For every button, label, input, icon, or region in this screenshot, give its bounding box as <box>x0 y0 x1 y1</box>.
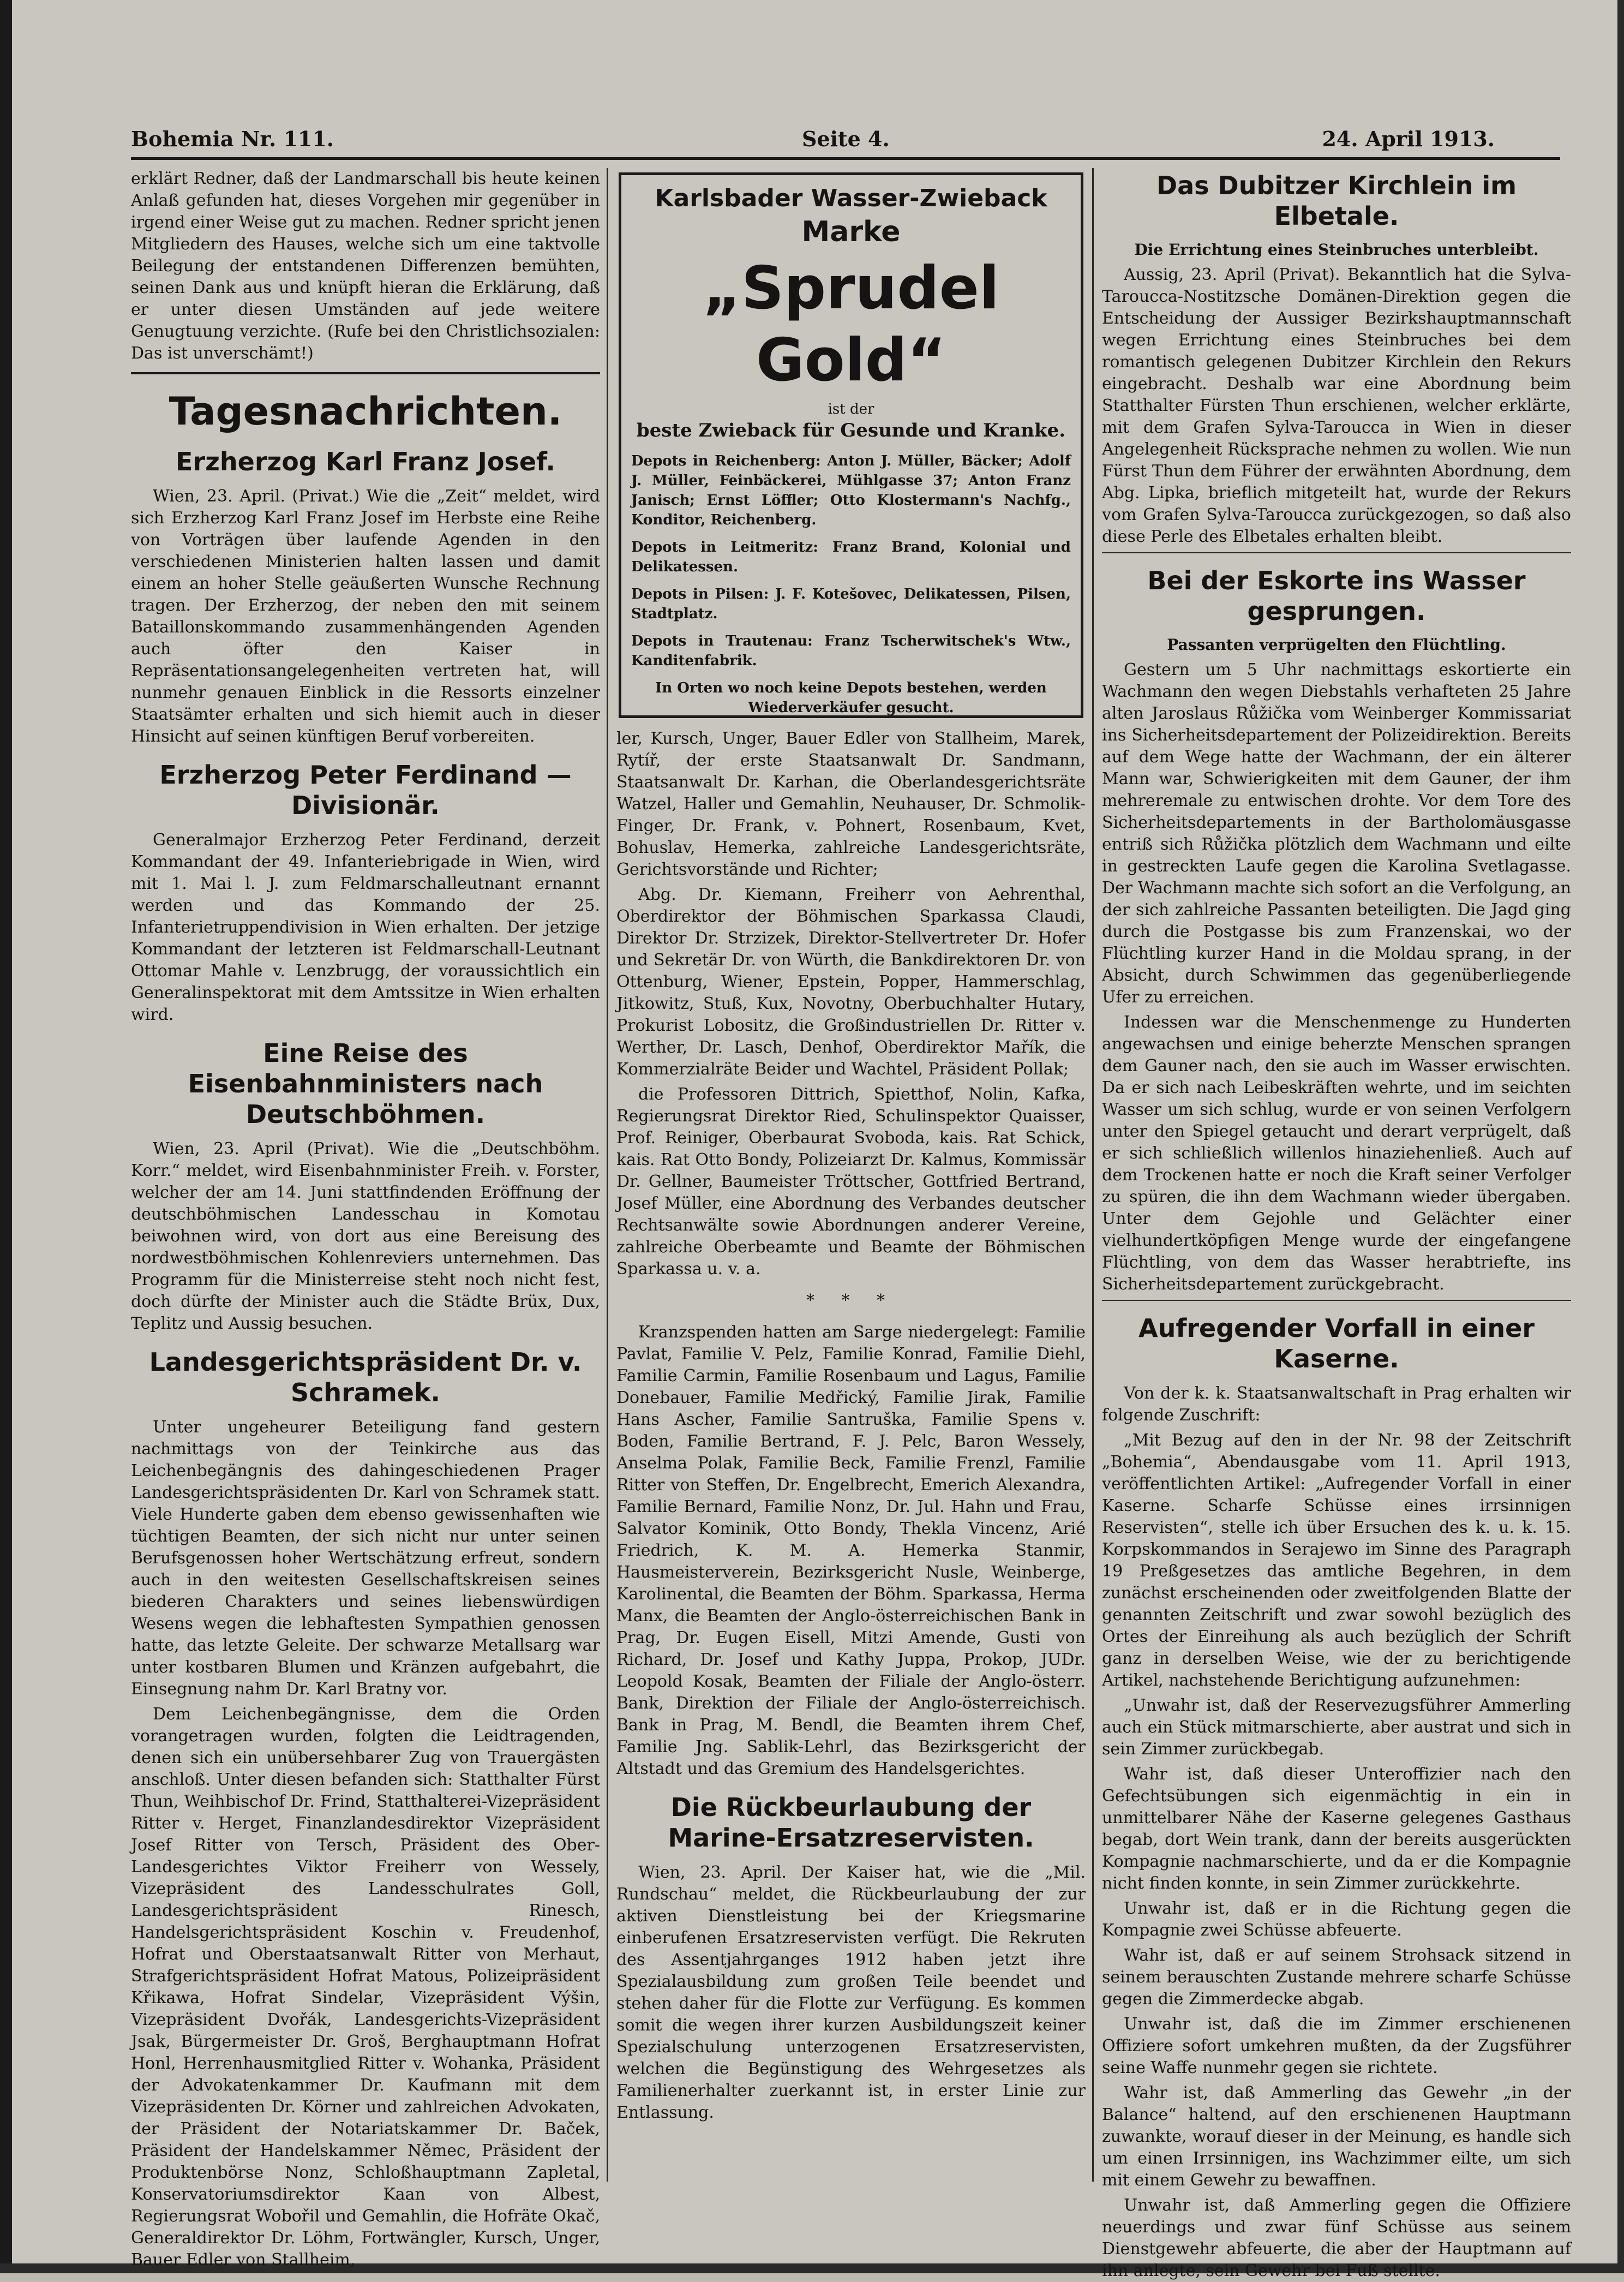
ad-depot: Depots in Trautenau: Franz Tscherwitschek's Wtw., Kanditenfabrik. <box>631 633 1071 669</box>
section-title: Tagesnachrichten. <box>169 389 562 434</box>
ad-brand-name: „Sprudel Gold“ <box>703 254 999 395</box>
article-title: Bei der Eskorte ins Wasser gesprungen. <box>1147 566 1526 626</box>
separator-stars: * * * <box>806 1291 896 1310</box>
header-date: 24. April 1913. <box>1322 127 1495 151</box>
header-page-number: Seite 4. <box>802 127 890 151</box>
article-paragraph: Unwahr ist, daß er in die Richtung gegen die Kompagnie zwei Schüsse abfeuerte. <box>1102 1899 1571 1940</box>
article-title: Erzherzog Peter Ferdinand — Divisionär. <box>159 760 572 820</box>
ad-line-product: Karlsbader Wasser-Zwieback <box>655 184 1047 212</box>
article-paragraph: die Professoren Dittrich, Spietthof, Nolin, Kafka, Regierungsrat Direktor Ried, Schulinspektor Quaisser, Prof. Reiniger, Oberbaurat Svoboda, kais. Rat Schick, kais. Rat Otto Bondy, Polizeiarzt Dr. Kalmus, Kommissär Dr. Gellner, Baumeister Tröttscher, Gottfried Bertrand, Josef Müller, eine Abordnung des Verbandes deutscher Rechtsanwälte sowie Abordnungen anderer Vereine, zahlreiche Oberbeamte und Beamte der Böhmischen Sparkassa u. v. a. <box>616 1085 1086 1279</box>
ad-depot: In Orten wo noch keine Depots bestehen, werden Wiederverkäufer gesucht. <box>655 680 1047 716</box>
article-paragraph: „Mit Bezug auf den in der Nr. 98 der Zeitschrift „Bohemia“, Abendausgabe vom 11. April 1913, veröffentlichten Artikel: „Aufregender Vorfall in einer Kaserne. Scharfe Schüsse eines irrsinnigen Reservisten“, stelle ich über Ersuchen des k. u. k. 15. Korpskommandos in Serajewo im Sinne des Paragraph 19 Preßgesetzes das amtliche Begehren, in dem zunächst erscheinenden oder zweitfolgenden Blatte der genannten Zeitschrift und zwar sowohl bezüglich des Ortes der Einreihung als auch bezüglich der Schrift ganz in derselben Weise, wie der zu berichtigende Artikel, nachstehende Berichtigung aufzunehmen: <box>1102 1431 1571 1690</box>
article-paragraph: Unter ungeheurer Beteiligung fand gestern nachmittags von der Teinkirche aus das Leichenbegängnis des dahingeschiedenen Prager Landesgerichtspräsidenten Dr. Karl von Schramek statt. Viele Hunderte gaben dem ebenso gewissenhaften wie tüchtigen Beamten, der sich nicht nur unter seinen Berufsgenossen hoher Wertschätzung erfreut, sondern auch in den weitesten Gesellschaftskreisen seines biederen Charakters und seines liebenswürdigen Wesens wegen die lebhaftesten Sympathien genossen hatte, das letzte Geleite. Der schwarze Metallsarg war unter kostbaren Blumen und Kränzen aufgebahrt, die Einsegnung nahm Dr. Karl Bratny vor. <box>131 1418 600 1699</box>
article-title: Erzherzog Karl Franz Josef. <box>176 447 555 476</box>
ad-depot: Depots in Reichenberg: Anton J. Müller, Bäcker; Adolf J. Müller, Feinbäckerei, Mühlgasse 37; Anton Franz Janisch; Ernst Löffler; Otto Klostermann's Nachfg., Konditor, Reichenberg. <box>631 453 1071 528</box>
scan-edge-left <box>0 0 12 2273</box>
article-paragraph: Kranzspenden hatten am Sarge niedergelegt: Familie Pavlat, Familie V. Pelz, Familie Konrad, Familie Diehl, Familie Carmin, Familie Rosenbaum und Lagus, Familie Donebauer, Familie Medřický, Familie Jirak, Familie Hans Ascher, Familie Santruška, Familie Spens v. Boden, Familie Bertrand, F. J. Pelc, Baron Wessely, Anselma Polak, Familie Beck, Familie Frenzl, Familie Ritter von Steffen, Dr. Engelbrecht, Emerich Alexandra, Familie Bernard, Familie Nonz, Dr. Jul. Hahn und Frau, Salvator Kominik, Otto Bondy, Thekla Vincenz, Arié Friedrich, K. M. A. Hemerka Stanmir, Hausmeisterverein, Bezirksgericht Nusle, Weinberge, Karolinental, die Beamten der Böhm. Sparkassa, Herma Manx, die Beamten der Anglo-österreichischen Bank in Prag, Dr. Eugen Eisell, Mitzi Amende, Gusti von Richard, Dr. Josef und Kathy Juppa, Prokop, JUDr. Leopold Kosak, Beamten der Filiale der Anglo-österr. Bank, Direktion der Filiale der Anglo-österreichisch. Bank in Prag, M. Bendl, die Beamten ihrem Chef, Familie Jng. Sablik-Lehrl, das Bezirksgericht der Altstadt und das Gremium des Handelsgerichtes. <box>616 1323 1086 1778</box>
column-2 <box>616 168 1086 2182</box>
section-rule <box>131 372 600 374</box>
article-paragraph: Wahr ist, daß dieser Unteroffizier nach den Gefechtsübungen sich eigenmächtig in ein in unmittelbarer Nähe der Kaserne gelegenes Gasthaus begab, dort Wein trank, dann der bereits ausgerückten Kompagnie nachmarschierte, und da er die Kompagnie nicht finden konnte, in sein Zimmer zurückkehrte. <box>1102 1765 1571 1893</box>
column-3 <box>1102 168 1571 2280</box>
ad-depot: Depots in Pilsen: J. F. Kotešovec, Delikatessen, Pilsen, Stadtplatz. <box>631 586 1071 622</box>
article-paragraph: Dem Leichenbegängnisse, dem die Orden vorangetragen wurden, folgten die Leidtragenden, denen sich ein unübersehbarer Zug von Trauergästen anschloß. Unter diesen befanden sich: Statthalter Fürst Thun, Weihbischof Dr. Frind, Statthalterei-Vizepräsident Ritter v. Herget, Finanzlandesdirektor Vizepräsident Josef Ritter von Tersch, Präsident des Ober-Landesgerichtes Viktor Freiherr von Wessely, Vizepräsident des Landesschulrates Goll, Landesgerichtspräsident Rinesch, Handelsgerichtspräsident Koschin v. Freudenhof, Hofrat und Oberstaatsanwalt Ritter von Merhaut, Strafgerichtspräsident Hofrat Matous, Polizeipräsident Křikawa, Hofrat Sindelar, Vizepräsident Výšin, Vizepräsident Dvořák, Landesgerichts-Vizepräsident Jsak, Bürgermeister Dr. Groš, Berghauptmann Hofrat Honl, Herrenhausmitglied Ritter v. Wohanka, Präsident der Advokatenkammer Dr. Kaufmann mit dem Vizepräsidenten Dr. Körner und zahlreichen Advokaten, der Präsident der Notariatskammer Dr. Baček, Präsident der Handelskammer Němec, Präsident der Produktenbörse Nonz, Schloßhauptmann Zapletal, Konservatoriumsdirektor Kaan von Albest, Regierungsrat Wobořil und Gemahlin, die Hofräte Okač, Generaldirektor Dr. Löhm, Fortwängler, Kursch, Unger, Bauer Edler von Stallheim, <box>131 1705 600 2269</box>
article-subtitle: Die Errichtung eines Steinbruches unterbleibt. <box>1134 241 1539 259</box>
intro-paragraph: erklärt Redner, daß der Landmarschall bis heute keinen Anlaß gefunden hat, dieses Vorgehen mir gegenüber in irgend einer Weise gut zu machen. Redner spricht jenen Mitgliedern des Hauses, welche sich um eine taktvolle Beilegung der entstandenen Differenzen bemühten, seinen Dank aus und knüpft hieran die Erklärung, daß er unter diesen Umständen auf jede weitere Genugtuung verzichte. (Rufe bei den Christlichsozialen: Das ist unverschämt!) <box>131 169 600 363</box>
article-paragraph: Unwahr ist, daß die im Zimmer erschienenen Offiziere sofort umkehren mußten, da der Zugsführer seine Waffe nunmehr gegen sie richtete. <box>1102 2015 1571 2077</box>
article-title: Das Dubitzer Kirchlein im Elbetale. <box>1156 171 1517 231</box>
article-paragraph: Abg. Dr. Kiemann, Freiherr von Aehrenthal, Oberdirektor der Böhmischen Sparkassa Claudi, Direktor Dr. Strzizek, Direktor-Stellvertreter Dr. Hofer und Sekretär Dr. von Würth, die Bankdirektoren Dr. von Ottenburg, Wiener, Epstein, Popper, Hammerschlag, Jitkowitz, Stuß, Kux, Novotny, Oberbuchhalter Hutary, Prokurist Lobositz, die Großindustriellen Dr. Ritter v. Werther, Dr. Lasch, Denhof, Oberdirektor Mařík, die Kommerzialräte Beider und Wachtel, Präsident Pollak; <box>616 885 1086 1079</box>
ad-line-ist-der: ist der <box>828 401 874 417</box>
article-paragraph: Gestern um 5 Uhr nachmittags eskortierte ein Wachmann den wegen Diebstahls verhafteten 25 Jahre alten Jaroslaus Růžička vom Weinberger Kommissariat ins Sicherheitsdepartement der Polizeidirektion. Bereits auf dem Wege hatte der Wachmann, der ein älterer Mann war, Schwierigkeiten mit dem Gauner, der ihm mehreremale zu entwischen drohte. Vor dem Tore des Sicherheitsdepartements in der Bartholomäusgasse entriß sich Růžička plötzlich dem Wachmann und eilte in gestreckten Laufe gegen die Karolina Svetlagasse. Der Wachmann machte sich sofort an die Verfolgung, an der sich zahlreiche Passanten beteiligten. Die Jagd ging durch die Postgasse bis zum Franzenskai, wo der Flüchtling kurzer Hand in die Moldau sprang, in der Absicht, durch Schwimmen das gegenüberliegende Ufer zu erreichen. <box>1102 660 1571 1007</box>
article-paragraph: Unwahr ist, daß Ammerling gegen die Offiziere neuerdings und zwar fünf Schüsse aus seinem Dienstgewehr abfeuerte, die aber der Hauptmann auf ihn anlegte, sein Gewehr bei Fuß stellte. <box>1102 2196 1571 2280</box>
article-title: Eine Reise des Eisenbahnministers nach Deutschböhmen. <box>188 1038 543 1129</box>
article-paragraph: Wien, 23. April. (Privat.) Wie die „Zeit“ meldet, wird sich Erzherzog Karl Franz Josef im Herbste eine Reihe von Vorträgen über laufende Agenden in den verschiedenen Ministerien halten lassen und damit einem an hoher Stelle geäußerten Wunsche Rechnung tragen. Der Erzherzog, der neben den mit seinem Bataillonskommando zusammenhängenden Agenden auch öfter den Kaiser in Repräsentationsangelegenheiten vertreten hat, will nunmehr genauen Einblick in die Ressorts einzelner Staatsämter erhalten und sich hiemit auch in dieser Hinsicht auf seinen künftigen Beruf vorbereiten. <box>131 487 600 746</box>
article-paragraph: Indessen war die Menschenmenge zu Hunderten angewachsen und einige beherzte Menschen sprangen dem Gauner nach, den sie auch im Wasser erwischten. Da er sich nach Leibeskräften wehrte, und im seichten Wasser um sich schlug, wurde er von seinen Verfolgern unter den Spiegel getaucht und derart verprügelt, daß er sich schließlich willenlos hinaziehenließ. Auch auf dem Trockenen hatte er noch die Kraft seiner Verfolger zu spüren, die ihn dem Wachmann wieder übergaben. Unter dem Gejohle und Gelächter einer vielhundertköpfigen Menge wurde der eingefangene Flüchtling, von dem das Wasser herabtriefte, ins Sicherheitsdepartement zurückgebracht. <box>1102 1013 1571 1294</box>
column-divider-2 <box>1092 168 1094 2182</box>
article-title: Aufregender Vorfall in einer Kaserne. <box>1138 1313 1535 1373</box>
article-paragraph: Wahr ist, daß er auf seinem Strohsack sitzend in seinem berauschten Zustande mehrere scharfe Schüsse gegen die Zimmerdecke abgab. <box>1102 1946 1571 2009</box>
article-subtitle: Passanten verprügelten den Flüchtling. <box>1167 636 1506 654</box>
ad-line-marke: Marke <box>801 216 901 248</box>
article-paragraph: Wien, 23. April. Der Kaiser hat, wie die „Mil. Rundschau“ meldet, die Rückbeurlaubung der zur aktiven Dienstleistung bei der Kriegsmarine einberufenen Ersatzreservisten verfügt. Die Rekruten des Assentjahrganges 1912 haben jetzt ihre Spezialausbildung zum großen Teile beendet und stehen daher für die Flotte zur Verfügung. Es kommen somit die wegen ihrer kurzen Ausbildungszeit keiner Spezialschulung unterzogenen Ersatzreservisten, welchen die Begünstigung des Wehrgesetzes als Familienerhalter zuerkannt ist, in erster Linie zur Entlassung. <box>616 1863 1086 2122</box>
header-rule <box>131 157 1560 160</box>
article-paragraph: Generalmajor Erzherzog Peter Ferdinand, derzeit Kommandant der 49. Infanteriebrigade in Wien, wird mit 1. Mai l. J. zum Feldmarschalleutnant ernannt werden und das Kommando der 25. Infanterietruppendivision in Wien erhalten. Der jetzige Kommandant der letzteren ist Feldmarschall-Leutnant Ottomar Mahle v. Lenzbrugg, der voraussichtlich ein Generalinspektorat mit dem Amtssitze in Wien erhalten wird. <box>131 831 600 1024</box>
article-paragraph: „Unwahr ist, daß der Reservezugsführer Ammerling auch ein Stück mitmarschierte, aber austrat und sich in sein Zimmer zurückbegab. <box>1102 1696 1571 1759</box>
article-title: Landesgerichtspräsident Dr. v. Schramek. <box>149 1347 582 1407</box>
ad-tagline: beste Zwieback für Gesunde und Kranke. <box>636 420 1066 441</box>
article-rule <box>1102 1300 1571 1301</box>
advertisement-box <box>619 172 1083 718</box>
page-header <box>131 121 1495 154</box>
article-paragraph: ler, Kursch, Unger, Bauer Edler von Stallheim, Marek, Rytíř, der erste Staatsanwalt Dr. Sandmann, Staatsanwalt Dr. Karhan, die Oberlandesgerichtsräte Watzel, Haller und Gemahlin, Neuhauser, Dr. Schmolik-Finger, Dr. Frank, v. Pohnert, Rosenbaum, Kvet, Bohuslav, Hemerka, zahlreiche Landesgerichtsräte, Gerichtsvorstände und Richter; <box>616 729 1086 879</box>
article-paragraph: Aussig, 23. April (Privat). Bekanntlich hat die Sylva-Taroucca-Nostitzsche Domänen-Direktion gegen die Entscheidung der Aussiger Bezirkshauptmannschaft wegen Errichtung eines Steinbruches bei dem romantisch gelegenen Dubitzer Kirchlein den Rekurs eingebracht. Deshalb war eine Abordnung beim Statthalter Fürsten Thun erschienen, welcher erklärte, mit dem Grafen Sylva-Taroucca in Wien in dieser Angelegenheit Rücksprache nehmen zu wollen. Wie nun Fürst Thun dem Führer der erwähnten Abordnung, dem Abg. Lipka, brieflich mitgeteilt hat, wurde der Rekurs vom Grafen Sylva-Taroucca zurückgezogen, so daß also diese Perle des Elbetales erhalten bleibt. <box>1102 265 1571 546</box>
article-rule <box>1102 552 1571 553</box>
article-paragraph: Wien, 23. April (Privat). Wie die „Deutschböhm. Korr.“ meldet, wird Eisenbahnminister Freih. v. Forster, welcher der am 14. Juni stattfindenden Eröffnung der deutschböhmischen Landesschau in Komotau beiwohnen wird, von dort aus eine Bereisung des nordwestböhmischen Kohlenreviers unternehmen. Das Programm für die Ministerreise steht noch nicht fest, doch dürfte der Minister auch die Städte Brüx, Dux, Teplitz und Aussig besuchen. <box>131 1139 600 1333</box>
ad-depot: Depots in Leitmeritz: Franz Brand, Kolonial und Delikatessen. <box>631 539 1071 575</box>
header-issue: Bohemia Nr. 111. <box>131 127 334 151</box>
newspaper-page <box>12 0 1617 2280</box>
article-paragraph: Von der k. k. Staatsanwaltschaft in Prag erhalten wir folgende Zuschrift: <box>1102 1384 1571 1425</box>
article-title: Die Rückbeurlaubung der Marine-Ersatzreservisten. <box>668 1793 1034 1853</box>
column-1 <box>131 168 600 2269</box>
article-paragraph: Wahr ist, daß Ammerling das Gewehr „in der Balance“ haltend, auf den erschienenen Hauptmann zuwankte, worauf dieser in der Meinung, es handle sich um einen Irrsinnigen, ins Wachzimmer eilte, um sich mit einem Gewehr zu bewaffnen. <box>1102 2083 1571 2190</box>
column-divider-1 <box>607 168 608 2182</box>
scan-edge-right <box>1617 0 1624 2273</box>
